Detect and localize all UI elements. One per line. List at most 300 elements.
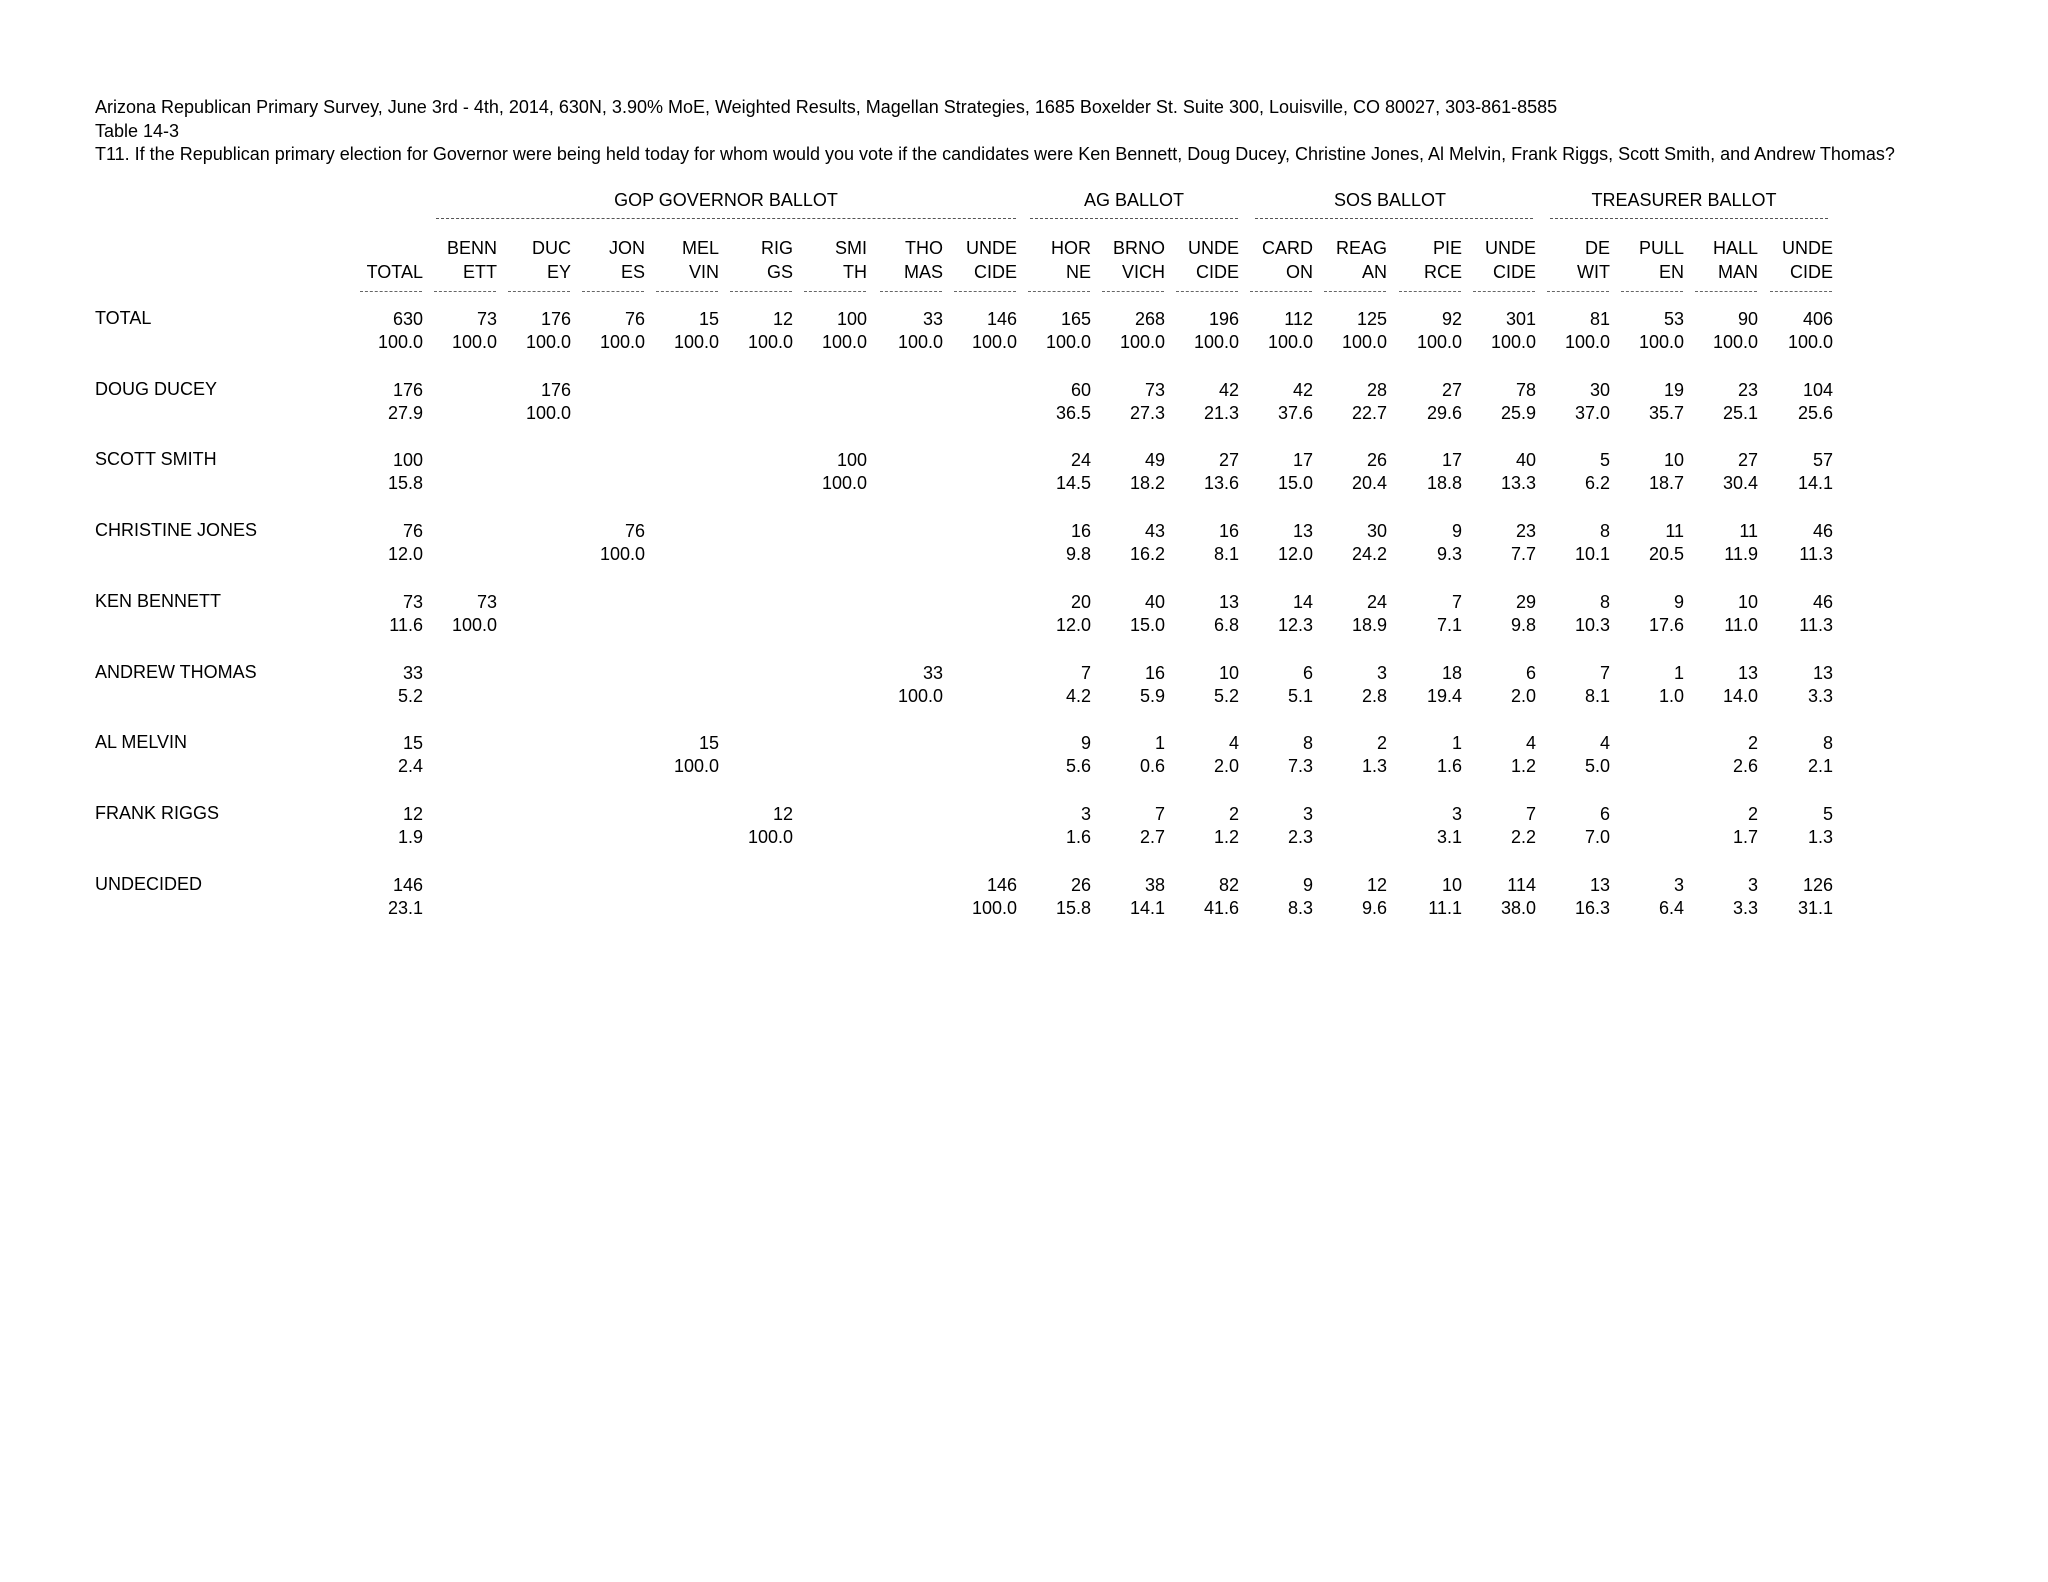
- table-cell-percent: 21.3: [1203, 402, 1239, 423]
- table-cell-count: 33: [922, 662, 943, 683]
- table-cell-count: 146: [392, 874, 423, 895]
- table-cell-count: 19: [1663, 379, 1684, 400]
- group-treasurer-ballot: TREASURER BALLOT: [1591, 190, 1777, 210]
- table-cell-percent: 15.0: [1277, 473, 1313, 494]
- table-cell-count: 73: [1144, 379, 1165, 400]
- table-cell-percent: 100.0: [451, 332, 497, 352]
- column-header-line1: THO: [905, 238, 943, 258]
- table-cell-percent: 5.2: [397, 685, 423, 706]
- table-cell-count: 73: [476, 309, 497, 329]
- table-cell-count: 114: [1507, 874, 1536, 895]
- row-label: FRANK RIGGS: [95, 802, 220, 823]
- table-cell-count: 14: [1292, 591, 1313, 612]
- table-cell-count: 125: [1356, 309, 1387, 329]
- table-cell-count: 100: [392, 450, 423, 471]
- table-cell-count: 13: [1292, 521, 1313, 542]
- table-cell-count: 15: [698, 733, 719, 754]
- table-cell-percent: 10.1: [1574, 544, 1610, 565]
- table-cell-percent: 11.0: [1724, 614, 1758, 635]
- column-separator: [1102, 291, 1164, 292]
- column-separator: [1176, 291, 1238, 292]
- column-header-line1: DE: [1584, 238, 1610, 258]
- table-cell-count: 40: [1144, 591, 1165, 612]
- table-cell-percent: 5.9: [1139, 685, 1165, 706]
- column-header-line2: ES: [620, 262, 645, 282]
- table-cell-percent: 38.0: [1500, 897, 1536, 918]
- row-label: DOUG DUCEY: [95, 378, 218, 399]
- table-cell-count: 7: [1525, 803, 1536, 824]
- table-cell-percent: 1.6: [1436, 756, 1462, 777]
- column-header-line2: CIDE: [1195, 262, 1239, 282]
- column-header-line1: REAG: [1335, 238, 1387, 258]
- table-cell-count: 1: [1451, 733, 1462, 754]
- table-cell-count: 126: [1802, 874, 1833, 895]
- column-separator: [1621, 291, 1683, 292]
- table-cell-percent: 100.0: [1045, 332, 1091, 352]
- column-header-line1: RIG: [760, 238, 793, 258]
- table-cell-percent: 3.1: [1436, 826, 1462, 847]
- table-cell-count: 10: [1218, 662, 1239, 683]
- table-cell-count: 30: [1589, 379, 1610, 400]
- table-cell-percent: 100.0: [599, 544, 645, 565]
- table-cell-count: 90: [1737, 309, 1758, 329]
- table-cell-count: 8: [1302, 733, 1313, 754]
- table-cell-count: 49: [1144, 450, 1165, 471]
- table-cell-count: 13: [1218, 591, 1239, 612]
- table-cell-percent: 2.8: [1361, 685, 1387, 706]
- column-separator: [1695, 291, 1757, 292]
- table-cell-percent: 18.2: [1129, 473, 1165, 494]
- table-cell-count: 12: [772, 803, 793, 824]
- column-header-line2: CIDE: [1492, 262, 1536, 282]
- table-cell-count: 9: [1451, 521, 1462, 542]
- table-cell-count: 15: [698, 309, 719, 329]
- column-header-line2: CIDE: [1789, 262, 1833, 282]
- column-header-line2: TH: [843, 262, 867, 282]
- table-cell-count: 11: [1665, 521, 1684, 542]
- column-header-line2: RCE: [1423, 262, 1462, 282]
- column-header-line2: NE: [1065, 262, 1091, 282]
- table-cell-percent: 27.3: [1129, 402, 1165, 423]
- column-separator: [360, 291, 422, 292]
- table-cell-percent: 2.0: [1213, 756, 1239, 777]
- table-cell-count: 81: [1589, 309, 1610, 329]
- table-cell-percent: 11.3: [1799, 614, 1833, 635]
- column-header-line2: VICH: [1121, 262, 1165, 282]
- column-separator: [880, 291, 942, 292]
- table-cell-count: 7: [1599, 662, 1610, 683]
- table-cell-count: 8: [1599, 521, 1610, 542]
- table-cell-count: 42: [1218, 379, 1239, 400]
- table-cell-percent: 18.9: [1351, 614, 1387, 635]
- column-separator: [804, 291, 866, 292]
- table-cell-percent: 7.0: [1584, 826, 1610, 847]
- row-label: ANDREW THOMAS: [95, 661, 257, 682]
- table-cell-count: 53: [1663, 309, 1684, 329]
- table-cell-count: 630: [392, 309, 423, 329]
- table-cell-percent: 5.6: [1065, 756, 1091, 777]
- column-header-line1: DUC: [532, 238, 571, 258]
- table-cell-percent: 100.0: [1638, 332, 1684, 352]
- table-cell-percent: 18.7: [1648, 473, 1684, 494]
- table-cell-percent: 1.2: [1213, 826, 1239, 847]
- table-cell-count: 12: [1366, 874, 1387, 895]
- table-cell-percent: 1.3: [1361, 756, 1387, 777]
- table-cell-percent: 20.4: [1351, 473, 1387, 494]
- column-separator: [434, 291, 496, 292]
- table-cell-percent: 4.2: [1065, 685, 1091, 706]
- table-cell-count: 3: [1302, 803, 1313, 824]
- table-cell-count: 27: [1737, 450, 1758, 471]
- table-cell-percent: 3.3: [1807, 685, 1833, 706]
- table-cell-count: 92: [1441, 309, 1462, 329]
- table-cell-count: 30: [1366, 521, 1387, 542]
- table-cell-percent: 41.6: [1203, 897, 1239, 918]
- table-cell-percent: 100.0: [377, 332, 423, 352]
- group-underline-ag: [1030, 218, 1238, 219]
- column-separator: [1250, 291, 1312, 292]
- table-cell-count: 23: [1515, 521, 1536, 542]
- table-cell-percent: 24.2: [1351, 544, 1387, 565]
- group-ag-ballot: AG BALLOT: [1083, 190, 1185, 210]
- table-cell-percent: 9.6: [1361, 897, 1387, 918]
- table-cell-count: 4: [1228, 733, 1239, 754]
- table-cell-count: 13: [1737, 662, 1758, 683]
- column-header-line2: ETT: [463, 262, 497, 282]
- table-cell-count: 18: [1441, 662, 1462, 683]
- table-cell-count: 17: [1292, 450, 1313, 471]
- table-cell-count: 6: [1599, 803, 1610, 824]
- table-cell-count: 13: [1812, 662, 1833, 683]
- table-cell-percent: 35.7: [1648, 402, 1684, 423]
- question-text: T11. If the Republican primary election for Governor were being held today for whom would you vote if the candidates were Ken Bennett, Doug Ducey, Christine Jones, Al Melvin, Frank Riggs, Scott Smith, and Andrew Thomas?: [95, 144, 1895, 164]
- table-cell-percent: 100.0: [897, 332, 943, 352]
- table-cell-percent: 100.0: [1490, 332, 1536, 352]
- table-cell-percent: 31.1: [1797, 897, 1833, 918]
- table-cell-percent: 22.7: [1351, 402, 1387, 423]
- table-cell-percent: 14.0: [1722, 685, 1758, 706]
- table-cell-percent: 9.3: [1436, 544, 1462, 565]
- table-cell-count: 3: [1747, 874, 1758, 895]
- table-cell-count: 100: [836, 450, 867, 471]
- table-cell-percent: 100.0: [599, 332, 645, 352]
- table-cell-count: 100: [836, 309, 867, 329]
- table-cell-percent: 5.2: [1213, 685, 1239, 706]
- table-cell-count: 33: [402, 662, 423, 683]
- table-cell-count: 27: [1218, 450, 1239, 471]
- table-cell-count: 46: [1812, 591, 1833, 612]
- table-cell-count: 82: [1218, 874, 1239, 895]
- table-cell-count: 12: [772, 309, 793, 329]
- table-cell-percent: 9.8: [1510, 614, 1536, 635]
- table-cell-percent: 18.8: [1426, 473, 1462, 494]
- table-cell-count: 2: [1376, 733, 1387, 754]
- table-cell-count: 6: [1302, 662, 1313, 683]
- table-cell-percent: 5.0: [1584, 756, 1610, 777]
- group-underline-sos: [1255, 218, 1533, 219]
- table-cell-percent: 37.6: [1277, 402, 1313, 423]
- column-header-line1: UNDE: [1484, 238, 1536, 258]
- table-cell-count: 9: [1302, 874, 1313, 895]
- table-cell-count: 57: [1812, 450, 1833, 471]
- column-header-line1: PIE: [1432, 238, 1462, 258]
- table-cell-percent: 2.3: [1287, 826, 1313, 847]
- table-id: Table 14-3: [95, 121, 180, 141]
- group-sos-ballot: SOS BALLOT: [1333, 190, 1447, 210]
- table-cell-count: 42: [1292, 379, 1313, 400]
- table-cell-percent: 11.1: [1428, 897, 1462, 918]
- table-cell-count: 146: [986, 874, 1017, 895]
- column-header-line1: PULL: [1638, 238, 1684, 258]
- column-header-line2: MAN: [1718, 262, 1758, 282]
- table-cell-percent: 23.1: [387, 897, 423, 918]
- table-cell-percent: 100.0: [1119, 332, 1165, 352]
- table-cell-percent: 25.6: [1797, 402, 1833, 423]
- table-cell-percent: 6.2: [1584, 473, 1610, 494]
- table-cell-count: 40: [1515, 450, 1536, 471]
- table-cell-percent: 20.5: [1648, 544, 1684, 565]
- table-cell-count: 38: [1144, 874, 1165, 895]
- table-cell-count: 16: [1218, 521, 1239, 542]
- table-cell-count: 176: [392, 379, 423, 400]
- table-cell-count: 3: [1451, 803, 1462, 824]
- table-cell-count: 146: [986, 309, 1017, 329]
- table-cell-percent: 100.0: [1341, 332, 1387, 352]
- table-cell-percent: 12.0: [1277, 544, 1313, 565]
- table-cell-count: 6: [1525, 662, 1536, 683]
- column-separator: [1324, 291, 1386, 292]
- table-cell-percent: 16.2: [1129, 544, 1165, 565]
- table-cell-percent: 100.0: [673, 332, 719, 352]
- survey-title: Arizona Republican Primary Survey, June 3rd - 4th, 2014, 630N, 3.90% MoE, Weighted Results, Magellan Strategies, 1685 Boxelder St. Suite 300, Louisville, CO 80027, 303-861-8585: [95, 97, 1558, 117]
- table-cell-percent: 1.2: [1510, 756, 1536, 777]
- table-cell-percent: 36.5: [1055, 402, 1091, 423]
- table-cell-count: 2: [1228, 803, 1239, 824]
- table-cell-percent: 10.3: [1574, 614, 1610, 635]
- column-header-line1: BRNO: [1112, 238, 1165, 258]
- column-header-line2: GS: [766, 262, 793, 282]
- table-cell-count: 8: [1599, 591, 1610, 612]
- table-cell-percent: 7.7: [1510, 544, 1536, 565]
- table-cell-percent: 100.0: [1416, 332, 1462, 352]
- table-cell-percent: 2.2: [1510, 826, 1536, 847]
- table-cell-percent: 2.0: [1510, 685, 1536, 706]
- column-header-line2: WIT: [1577, 262, 1610, 282]
- table-cell-count: 20: [1070, 591, 1091, 612]
- table-cell-percent: 100.0: [971, 897, 1017, 918]
- table-cell-count: 196: [1208, 309, 1239, 329]
- row-label: UNDECIDED: [95, 873, 203, 894]
- table-cell-percent: 2.1: [1807, 756, 1833, 777]
- table-cell-count: 9: [1673, 591, 1684, 612]
- table-cell-count: 3: [1376, 662, 1387, 683]
- column-header-line1: CARD: [1261, 238, 1313, 258]
- table-cell-percent: 7.3: [1287, 756, 1313, 777]
- table-cell-percent: 1.3: [1807, 826, 1833, 847]
- table-cell-count: 78: [1515, 379, 1536, 400]
- table-cell-count: 11: [1739, 521, 1758, 542]
- table-cell-percent: 6.8: [1213, 614, 1239, 635]
- table-cell-percent: 100.0: [451, 614, 497, 635]
- table-cell-count: 17: [1441, 450, 1462, 471]
- table-cell-percent: 14.5: [1055, 473, 1091, 494]
- table-cell-percent: 100.0: [1267, 332, 1313, 352]
- table-cell-count: 3: [1080, 803, 1091, 824]
- table-cell-count: 23: [1737, 379, 1758, 400]
- column-header-line1: SMI: [834, 238, 867, 258]
- table-cell-count: 7: [1154, 803, 1165, 824]
- table-cell-count: 29: [1515, 591, 1536, 612]
- table-cell-count: 1: [1154, 733, 1165, 754]
- table-cell-percent: 8.1: [1584, 685, 1610, 706]
- column-separator: [954, 291, 1016, 292]
- group-gop-governor-ballot: GOP GOVERNOR BALLOT: [614, 190, 838, 210]
- table-cell-count: 76: [402, 521, 423, 542]
- table-cell-percent: 13.6: [1203, 473, 1239, 494]
- column-header-line2: VIN: [688, 262, 719, 282]
- column-header-line2: CIDE: [973, 262, 1017, 282]
- table-cell-count: 13: [1589, 874, 1610, 895]
- table-cell-count: 16: [1144, 662, 1165, 683]
- table-cell-count: 176: [540, 379, 571, 400]
- table-cell-count: 176: [540, 309, 571, 329]
- table-cell-percent: 15.0: [1129, 614, 1165, 635]
- column-separator: [582, 291, 644, 292]
- table-cell-count: 10: [1441, 874, 1462, 895]
- table-cell-percent: 13.3: [1500, 473, 1536, 494]
- table-cell-percent: 2.4: [397, 756, 423, 777]
- column-separator: [1547, 291, 1609, 292]
- table-cell-count: 73: [476, 591, 497, 612]
- table-cell-count: 9: [1080, 733, 1091, 754]
- table-cell-count: 4: [1525, 733, 1536, 754]
- table-cell-count: 4: [1599, 733, 1610, 754]
- table-cell-percent: 8.1: [1213, 544, 1239, 565]
- table-cell-percent: 100.0: [821, 332, 867, 352]
- table-cell-percent: 1.7: [1732, 826, 1758, 847]
- table-cell-percent: 15.8: [387, 473, 423, 494]
- table-cell-count: 7: [1080, 662, 1091, 683]
- table-cell-percent: 2.7: [1139, 826, 1165, 847]
- table-cell-percent: 12.0: [1055, 614, 1091, 635]
- table-cell-count: 15: [402, 733, 423, 754]
- column-separator: [1399, 291, 1461, 292]
- table-cell-percent: 7.1: [1436, 614, 1462, 635]
- row-label: TOTAL: [95, 308, 152, 328]
- column-header-line1: UNDE: [1781, 238, 1833, 258]
- column-header-line2: EY: [546, 262, 571, 282]
- column-separator: [1473, 291, 1535, 292]
- table-cell-percent: 25.9: [1500, 402, 1536, 423]
- group-underline-gop: [436, 218, 1016, 219]
- table-cell-percent: 100.0: [1787, 332, 1833, 352]
- table-cell-count: 5: [1599, 450, 1610, 471]
- row-label: KEN BENNETT: [95, 590, 222, 611]
- table-cell-count: 10: [1737, 591, 1758, 612]
- table-cell-count: 2: [1747, 733, 1758, 754]
- column-header-line1: HOR: [1051, 238, 1091, 258]
- table-cell-percent: 14.1: [1129, 897, 1165, 918]
- table-cell-count: 76: [624, 309, 645, 329]
- column-separator: [508, 291, 570, 292]
- table-cell-percent: 2.6: [1732, 756, 1758, 777]
- table-cell-count: 43: [1144, 521, 1165, 542]
- table-cell-count: 16: [1070, 521, 1091, 542]
- table-cell-percent: 0.6: [1139, 756, 1165, 777]
- table-cell-count: 73: [402, 591, 423, 612]
- table-cell-percent: 17.6: [1648, 614, 1684, 635]
- row-label: CHRISTINE JONES: [95, 520, 258, 541]
- table-cell-count: 2: [1747, 803, 1758, 824]
- table-cell-percent: 27.9: [387, 402, 423, 423]
- table-cell-percent: 1.9: [397, 826, 423, 847]
- column-header-line2: ON: [1286, 262, 1313, 282]
- table-cell-percent: 100.0: [525, 332, 571, 352]
- table-cell-count: 3: [1673, 874, 1684, 895]
- table-cell-percent: 1.0: [1658, 685, 1684, 706]
- column-header-line1: HALL: [1712, 238, 1758, 258]
- table-cell-count: 26: [1070, 874, 1091, 895]
- table-cell-percent: 15.8: [1055, 897, 1091, 918]
- column-separator: [1028, 291, 1090, 292]
- table-cell-count: 27: [1441, 379, 1462, 400]
- table-cell-percent: 100.0: [747, 826, 793, 847]
- table-cell-count: 26: [1366, 450, 1387, 471]
- column-header-line1: JON: [609, 238, 645, 258]
- table-cell-percent: 30.4: [1722, 473, 1758, 494]
- table-cell-percent: 100.0: [821, 473, 867, 494]
- column-header-line2: EN: [1658, 262, 1684, 282]
- table-cell-percent: 100.0: [897, 685, 943, 706]
- table-cell-percent: 100.0: [1712, 332, 1758, 352]
- table-cell-count: 112: [1284, 309, 1313, 329]
- table-cell-count: 1: [1673, 662, 1684, 683]
- column-header-line1: MEL: [681, 238, 719, 258]
- column-separator: [656, 291, 718, 292]
- table-cell-percent: 12.3: [1277, 614, 1313, 635]
- table-cell-count: 33: [922, 309, 943, 329]
- table-cell-percent: 19.4: [1426, 685, 1462, 706]
- table-cell-count: 12: [402, 803, 423, 824]
- table-cell-count: 406: [1802, 309, 1833, 329]
- table-cell-percent: 100.0: [971, 332, 1017, 352]
- column-header-line2: AN: [1361, 262, 1387, 282]
- row-label: AL MELVIN: [95, 732, 188, 753]
- table-cell-count: 5: [1822, 803, 1833, 824]
- table-cell-count: 28: [1366, 379, 1387, 400]
- table-cell-percent: 100.0: [525, 402, 571, 423]
- table-cell-percent: 8.3: [1287, 897, 1313, 918]
- column-header-line2: TOTAL: [366, 262, 423, 282]
- table-cell-percent: 25.1: [1722, 402, 1758, 423]
- table-cell-count: 24: [1366, 591, 1387, 612]
- table-cell-percent: 100.0: [1193, 332, 1239, 352]
- column-header-line1: BENN: [446, 238, 497, 258]
- table-cell-percent: 16.3: [1574, 897, 1610, 918]
- table-cell-count: 8: [1822, 733, 1833, 754]
- table-cell-percent: 100.0: [673, 756, 719, 777]
- table-cell-count: 301: [1505, 309, 1536, 329]
- table-cell-count: 24: [1070, 450, 1091, 471]
- column-separator: [1770, 291, 1832, 292]
- table-cell-count: 104: [1802, 379, 1833, 400]
- table-cell-percent: 14.1: [1797, 473, 1833, 494]
- table-cell-percent: 5.1: [1287, 685, 1313, 706]
- table-cell-percent: 11.3: [1799, 544, 1833, 565]
- table-cell-percent: 1.6: [1065, 826, 1091, 847]
- table-cell-count: 165: [1060, 309, 1091, 329]
- table-cell-percent: 11.9: [1724, 544, 1758, 565]
